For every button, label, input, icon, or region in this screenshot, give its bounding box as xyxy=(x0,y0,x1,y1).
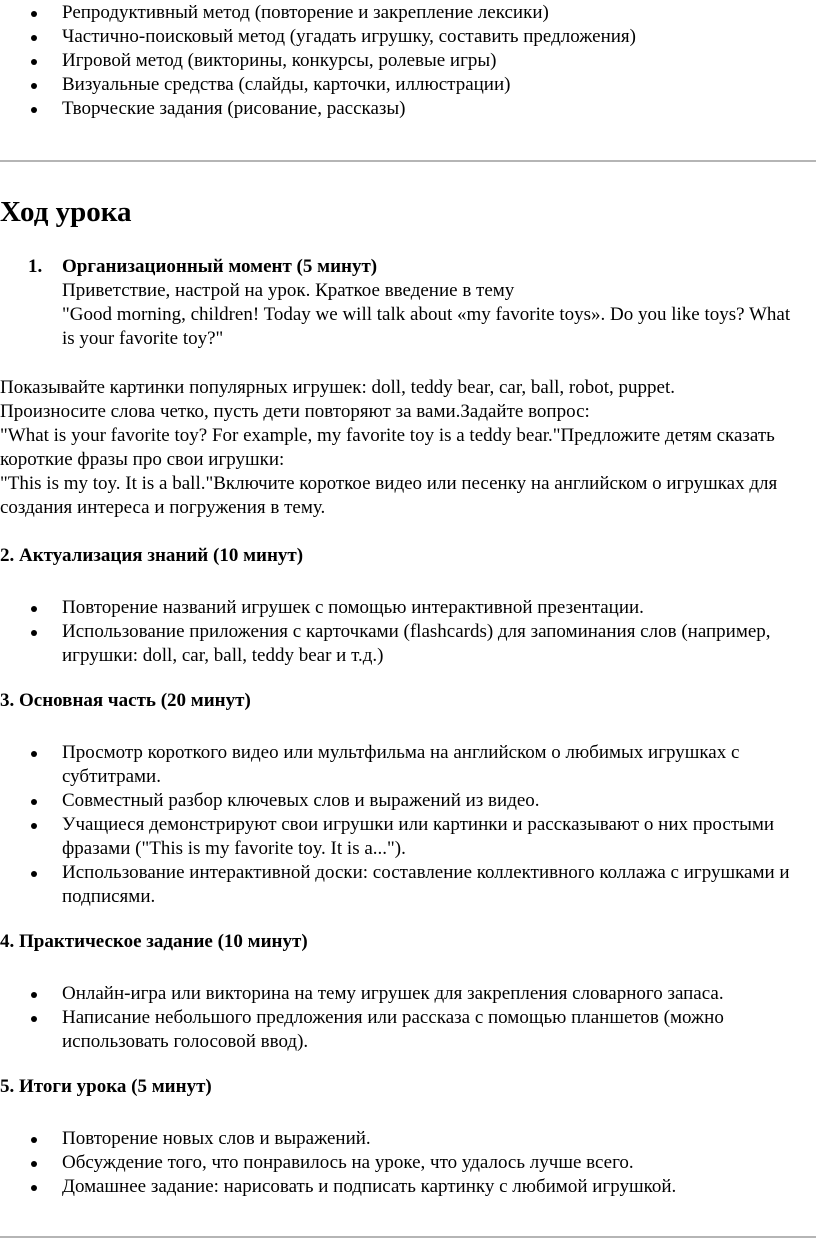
list-item: Использование интерактивной доски: составление коллективного коллажа с игрушками и подписями. xyxy=(0,861,816,909)
page-title: Ход урока xyxy=(0,196,132,228)
list-item: Визуальные средства (слайды, карточки, иллюстрации) xyxy=(0,73,816,97)
list-item: Творческие задания (рисование, рассказы) xyxy=(0,97,816,121)
section-practical-task xyxy=(0,930,816,1054)
step-number: 1. xyxy=(28,256,43,277)
list-item: Частично-поисковый метод (угадать игрушку, составить предложения) xyxy=(0,25,816,49)
list-item: Учащиеся демонстрируют свои игрушки или картинки и рассказывают о них простыми фразами ("This is my favorite toy. It is a..."). xyxy=(0,813,816,861)
divider xyxy=(0,160,816,162)
methods-list xyxy=(0,1,816,121)
list-item: Повторение новых слов и выражений. xyxy=(0,1127,816,1151)
list-item: Повторение названий игрушек с помощью интерактивной презентации. xyxy=(0,596,816,620)
section-list xyxy=(0,982,816,1054)
section-list xyxy=(0,741,816,909)
list-item: Онлайн-игра или викторина на тему игрушек для закрепления словарного запаса. xyxy=(0,982,816,1006)
step-greeting: "Good morning, children! Today we will talk about «my favorite toys». Do you like toys? What is your favorite toy?" xyxy=(62,304,791,349)
section-main-part xyxy=(0,689,816,909)
paragraph-line: "This is my toy. It is a ball."Включите короткое видео или песенку на английском о игрушках для создания интереса и погружения в тему. xyxy=(0,473,778,518)
list-item: Домашнее задание: нарисовать и подписать картинку с любимой игрушкой. xyxy=(0,1175,816,1199)
section-list xyxy=(0,1127,816,1199)
list-item: Использование приложения с карточками (flashcards) для запоминания слов (например, игрушки: doll, car, ball, teddy bear и т.д.) xyxy=(0,620,816,668)
section-knowledge-update xyxy=(0,544,816,668)
list-item: Игровой метод (викторины, конкурсы, ролевые игры) xyxy=(0,49,816,73)
list-item: Репродуктивный метод (повторение и закрепление лексики) xyxy=(0,1,816,25)
list-item: Обсуждение того, что понравилось на уроке, что удалось лучше всего. xyxy=(0,1151,816,1175)
section-title: 4. Практическое задание (10 минут) xyxy=(0,931,308,952)
section-title: 2. Актуализация знаний (10 минут) xyxy=(0,545,304,566)
step-organizational xyxy=(0,255,816,351)
section-list xyxy=(0,596,816,668)
paragraph-line: Показывайте картинки популярных игрушек: doll, teddy bear, car, ball, robot, puppet. xyxy=(0,377,675,398)
list-item: Написание небольшого предложения или рассказа с помощью планшетов (можно использовать голосовой ввод). xyxy=(0,1006,816,1054)
section-lesson-summary xyxy=(0,1075,816,1199)
step-intro: Приветствие, настрой на урок. Краткое введение в тему xyxy=(62,280,515,301)
paragraph-line: "What is your favorite toy? For example, my favorite toy is a teddy bear."Предложите детям сказать короткие фразы про свои игрушки: xyxy=(0,425,775,470)
list-item: Совместный разбор ключевых слов и выражений из видео. xyxy=(0,789,816,813)
list-item: Просмотр короткого видео или мультфильма на английском о любимых игрушках с субтитрами. xyxy=(0,741,816,789)
step-title: Организационный момент (5 минут) xyxy=(62,256,378,277)
divider xyxy=(0,1236,816,1238)
section-title: 3. Основная часть (20 минут) xyxy=(0,690,251,711)
paragraph-line: Произносите слова четко, пусть дети повторяют за вами.Задайте вопрос: xyxy=(0,401,590,422)
instructions-paragraph xyxy=(0,376,812,520)
section-title: 5. Итоги урока (5 минут) xyxy=(0,1076,212,1097)
